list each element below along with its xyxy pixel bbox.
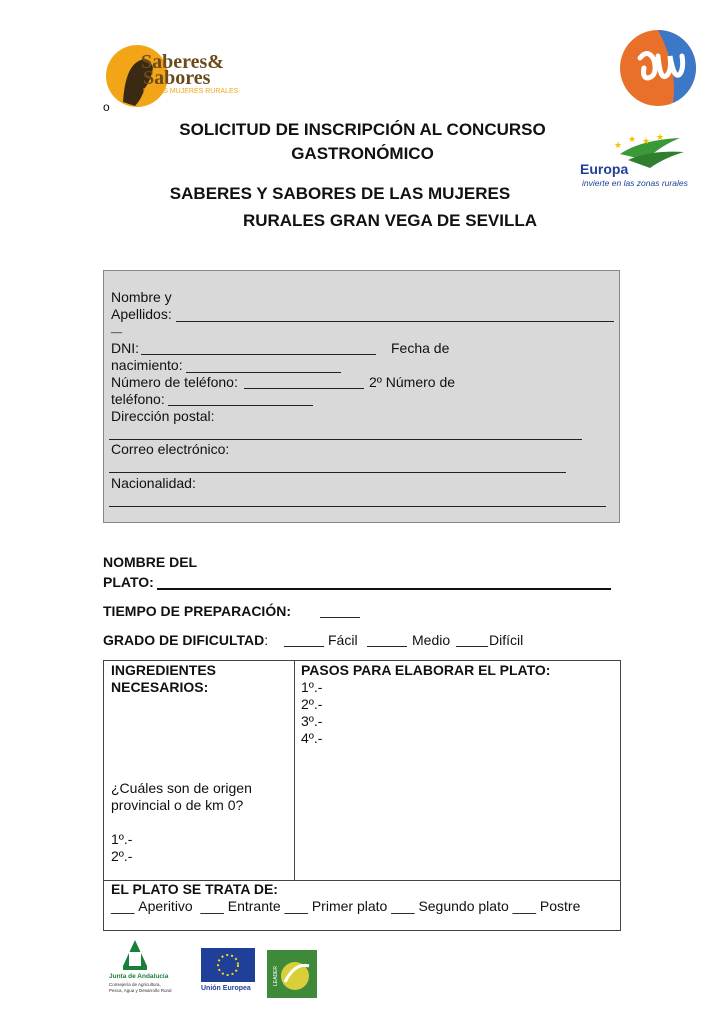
label-nombre-plato-2: PLATO: — [103, 574, 154, 590]
label-telefono2-1: 2º Número de — [369, 374, 456, 390]
telefono2-input[interactable] — [168, 405, 313, 406]
tipo-header: EL PLATO SE TRATA DE: — [111, 881, 278, 897]
tipo-options — [111, 898, 580, 915]
correo-input[interactable] — [109, 472, 566, 473]
ingredientes-header — [111, 662, 216, 696]
label-tiempo: TIEMPO DE PREPARACIÓN: — [103, 603, 291, 619]
entrante-blank[interactable]: ___ — [200, 898, 224, 914]
origen-line-1: ¿Cuáles son de origen — [111, 780, 252, 796]
origen-line-2: provincial o de km 0? — [111, 797, 244, 813]
label-fecha-1: Fecha de — [391, 340, 450, 356]
table-column-divider — [294, 661, 295, 880]
paso-item-1[interactable]: 1º.- — [301, 679, 323, 695]
logo-line3: DE LAS MUJERES RURALES — [143, 88, 239, 95]
option-postre: Postre — [539, 898, 581, 914]
facil-blank[interactable] — [284, 646, 324, 647]
svg-text:★: ★ — [656, 132, 665, 142]
label-dni: DNI: — [111, 340, 139, 356]
subtitle-line-2: RURALES GRAN VEGA DE SEVILLA — [242, 211, 538, 230]
option-aperitivo: Aperitivo — [138, 898, 193, 914]
nombre-continuation: __ — [111, 323, 123, 334]
leader-logo — [267, 950, 317, 998]
dni-input[interactable] — [141, 354, 376, 355]
leader-text: LEADER — [273, 965, 279, 986]
primer-blank[interactable]: ___ — [284, 898, 308, 914]
footer-logos — [105, 938, 325, 1000]
label-direccion: Dirección postal: — [111, 408, 215, 424]
stray-mark: o — [103, 100, 110, 114]
union-europea-logo — [201, 948, 255, 992]
form-subtitle — [140, 180, 540, 234]
svg-text:★: ★ — [628, 134, 637, 144]
label-nombre-plato-1: NOMBRE DEL — [103, 554, 198, 570]
paso-item-2[interactable]: 2º.- — [301, 696, 323, 712]
dificil-blank[interactable] — [456, 646, 488, 647]
medio-blank[interactable] — [367, 646, 407, 647]
ingredientes-list — [111, 831, 132, 865]
segundo-blank[interactable]: ___ — [391, 898, 415, 914]
logo-line2: Sabores — [143, 67, 211, 89]
paso-item-3[interactable]: 3º.- — [301, 713, 323, 729]
svg-text:★: ★ — [614, 140, 623, 150]
option-segundo: Segundo plato — [418, 898, 509, 914]
label-grado — [103, 632, 268, 648]
label-nombre-2: Apellidos: — [111, 306, 172, 322]
tiempo-input[interactable] — [320, 617, 360, 618]
pasos-header: PASOS PARA ELABORAR EL PLATO: — [301, 662, 551, 678]
label-nacionalidad: Nacionalidad: — [111, 475, 196, 491]
europa-word: Europa — [580, 161, 629, 177]
junta-line-1: Junta de Andalucía — [109, 973, 169, 980]
ingrediente-item-2[interactable]: 2º.- — [111, 848, 133, 864]
fecha-input[interactable] — [186, 372, 341, 373]
junta-andalucia-logo — [109, 940, 172, 993]
logo-line1: Saberes& — [141, 51, 224, 73]
pasos-list — [301, 679, 322, 747]
option-dificil: Difícil — [489, 632, 524, 648]
label-nombre-1: Nombre y — [111, 289, 172, 305]
grado-colon: : — [264, 632, 269, 648]
label-telefono2-2: teléfono: — [111, 391, 165, 407]
svg-text:★: ★ — [642, 136, 651, 146]
title-line-2: GASTRONÓMICO — [291, 144, 434, 163]
origen-question — [111, 780, 252, 814]
paso-item-4[interactable]: 4º.- — [301, 730, 323, 746]
circle-logo — [618, 28, 698, 108]
label-telefono: Número de teléfono: — [111, 374, 238, 390]
option-entrante: Entrante — [227, 898, 281, 914]
recipe-table — [103, 660, 621, 931]
ue-line-1: Unión Europea — [201, 985, 251, 992]
aperitivo-blank[interactable]: ___ — [111, 898, 135, 914]
ingredientes-line-2: NECESARIOS: — [111, 679, 209, 695]
grado-text: GRADO DE DIFICULTAD — [103, 632, 265, 648]
ingredientes-line-1: INGREDIENTES — [111, 662, 217, 678]
europa-tagline: invierte en las zonas rurales — [582, 178, 688, 188]
direccion-input[interactable] — [109, 439, 582, 440]
title-line-1: SOLICITUD DE INSCRIPCIÓN AL CONCURSO — [179, 120, 546, 139]
label-correo: Correo electrónico: — [111, 441, 230, 457]
option-primer: Primer plato — [311, 898, 388, 914]
form-title — [140, 118, 585, 166]
label-fecha-2: nacimiento: — [111, 357, 183, 373]
option-facil: Fácil — [328, 632, 358, 648]
subtitle-line-1: SABERES Y SABORES DE LAS MUJERES — [169, 184, 511, 203]
nacionalidad-input[interactable] — [109, 506, 606, 507]
junta-line-2: Consejería de Agricultura, — [109, 982, 161, 987]
saberes-sabores-logo — [105, 40, 250, 120]
europa-invierte-logo — [580, 132, 690, 192]
postre-blank[interactable]: ___ — [512, 898, 536, 914]
option-medio: Medio — [412, 632, 451, 648]
personal-data-box — [103, 270, 620, 523]
ingrediente-item-1[interactable]: 1º.- — [111, 831, 133, 847]
junta-line-3: Pesca, Agua y Desarrollo Rural — [109, 988, 172, 993]
nombre-plato-input[interactable] — [157, 588, 611, 590]
nombre-input[interactable] — [176, 321, 614, 322]
telefono-input[interactable] — [244, 388, 364, 389]
